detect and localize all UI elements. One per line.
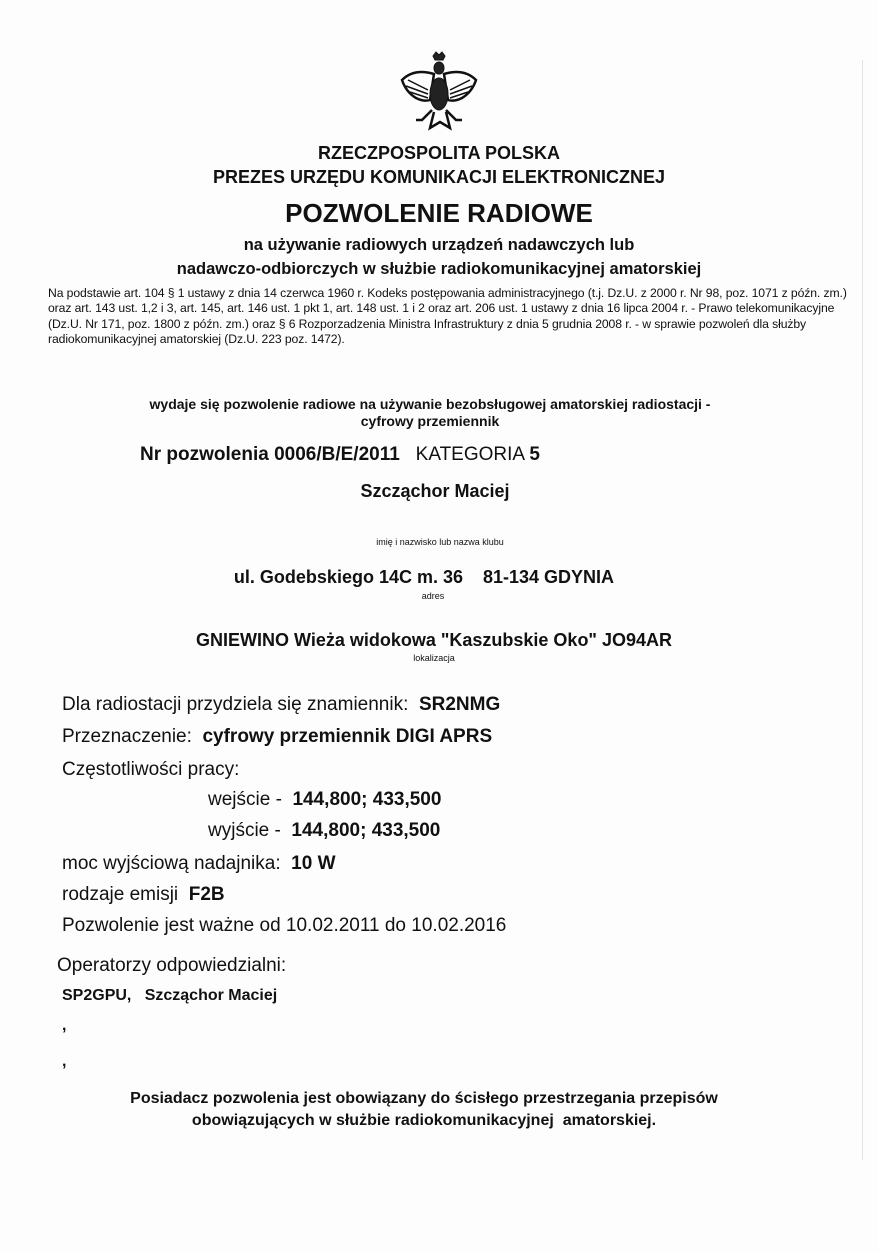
output-frequency-value: 144,800; 433,500 [291, 820, 441, 841]
operator-item: , [62, 1053, 67, 1070]
power-value: 10 W [291, 853, 336, 874]
country-name: RZECZPOSPOLITA POLSKA [317, 143, 560, 163]
purpose-label: Przeznaczenie: [62, 726, 192, 747]
issuance-line-1: wydaje się pozwolenie radiowe na używanie bezobsługowej amatorskiej radiostacji - [149, 396, 711, 412]
operator-item: , [62, 1017, 67, 1034]
power-label: moc wyjściową nadajnika: [62, 853, 281, 874]
power-row [62, 854, 336, 873]
document-title: POZWOLENIE RADIOWE [285, 198, 593, 228]
input-frequency-row [208, 790, 441, 809]
emission-label: rodzaje emisji [62, 884, 179, 905]
purpose-row [62, 727, 492, 746]
authority-name: PREZES URZĘDU KOMUNIKACJI ELEKTRONICZNEJ [212, 167, 666, 187]
location-caption: lokalizacja [413, 653, 455, 663]
polish-eagle-emblem-icon [396, 50, 482, 136]
document-subtitle-line-1: na używanie radiowych urządzeń nadawczych lub [243, 236, 635, 254]
permit-number-row [140, 445, 540, 464]
obligation-line-2: obowiązujących w służbie radiokomunikacyjnej amatorskiej. [191, 1112, 657, 1129]
holder-caption: imię i nazwisko lub nazwa klubu [376, 537, 504, 547]
address-caption: adres [421, 591, 445, 601]
input-label: wejście - [208, 789, 282, 810]
category-value: 5 [529, 444, 540, 465]
station-location: GNIEWINO Wieża widokowa "Kaszubskie Oko" JO94AR [195, 630, 672, 650]
holder-address: ul. Godebskiego 14C m. 36 81-134 GDYNIA [233, 567, 615, 587]
legal-basis-paragraph: Na podstawie art. 104 § 1 ustawy z dnia 14 czerwca 1960 r. Kodeks postępowania administracyjnego (t.j. Dz.U. z 2000 r. Nr 98, poz. 1071 z późn. zm.) oraz art. 143 ust. 1,2 i 3, art. 145, art. 146 ust. 1 pkt 1, art. 148 ust. 1 i 2 oraz art. 206 ust. 1 ustawy z dnia 16 lipca 2004 r. - Prawo telekomunikacyjne (Dz.U. Nr 171, poz. 1800 z późn. zm.) oraz § 6 Rozporzadzenia Ministra Infrastruktury z dnia 5 grudnia 2008 r. - w sprawie pozwoleń dla służby radiokomunikacyjnej amatorskiej (Dz.U. 223 poz. 1472). [48, 286, 847, 346]
operators-label: Operatorzy odpowiedzialni: [57, 955, 287, 976]
category-label: KATEGORIA [415, 444, 525, 465]
obligation-line-1: Posiadacz pozwolenia jest obowiązany do ścisłego przestrzegania przepisów [130, 1090, 718, 1107]
callsign-label: Dla radiostacji przydziela się znamiennik: [62, 694, 409, 715]
frequencies-label: Częstotliwości pracy: [62, 759, 240, 780]
output-frequency-row [208, 821, 440, 840]
issuance-line-2: cyfrowy przemiennik [360, 413, 500, 429]
operator-item: SP2GPU, Szcząchor Maciej [62, 987, 278, 1004]
purpose-value: cyfrowy przemiennik DIGI APRS [202, 726, 493, 747]
document-subtitle-line-2: nadawczo-odbiorczych w służbie radiokomunikacyjnej amatorskiej [176, 260, 702, 278]
permit-number: Nr pozwolenia 0006/B/E/2011 [140, 444, 400, 465]
output-label: wyjście - [208, 820, 281, 841]
callsign-value: SR2NMG [418, 694, 501, 715]
permit-holder: Szcząchor Maciej [360, 481, 510, 501]
validity-period: Pozwolenie jest ważne od 10.02.2011 do 10.02.2016 [62, 915, 507, 936]
emission-row [62, 885, 225, 904]
input-frequency-value: 144,800; 433,500 [292, 789, 442, 810]
callsign-row [62, 695, 500, 714]
emission-value: F2B [188, 884, 225, 905]
